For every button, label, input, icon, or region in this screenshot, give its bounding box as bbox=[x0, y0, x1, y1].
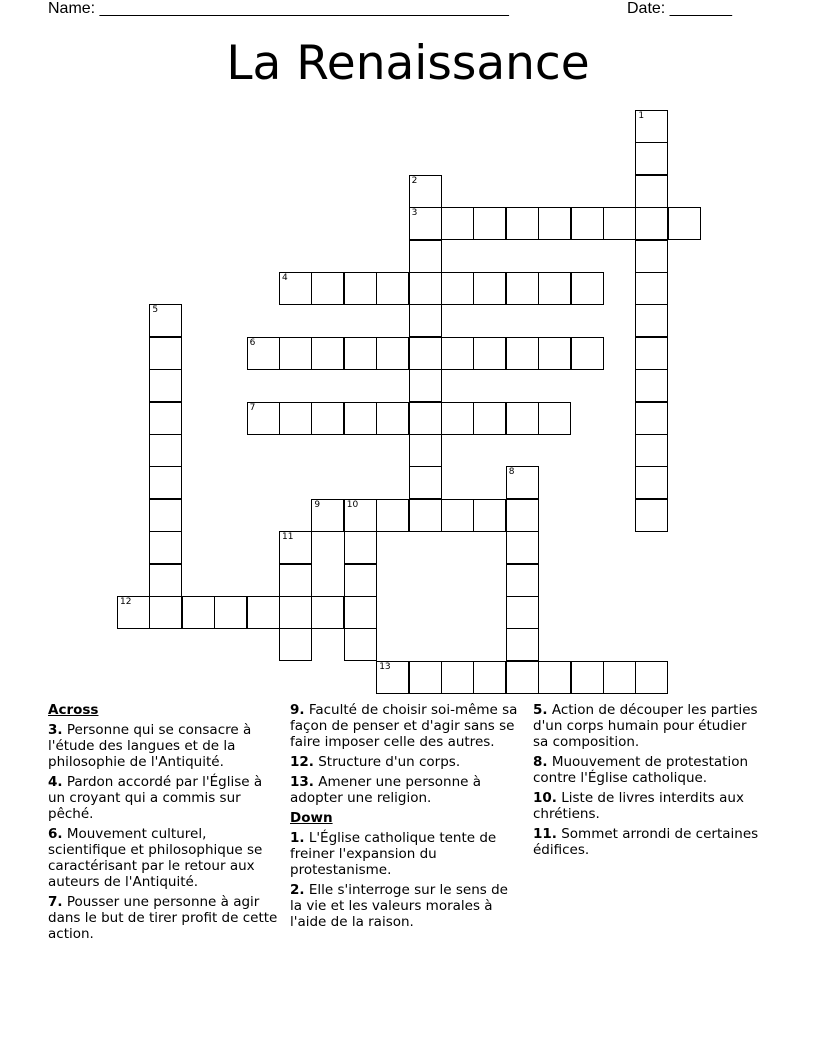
clue-down-10: 10. Liste de livres interdits aux chrétiens. bbox=[533, 790, 744, 822]
grid-cell[interactable] bbox=[635, 207, 668, 240]
grid-cell[interactable] bbox=[376, 661, 409, 694]
grid-cell[interactable] bbox=[506, 207, 539, 240]
grid-cell[interactable] bbox=[441, 337, 474, 370]
grid-cell[interactable] bbox=[506, 466, 539, 499]
clue-number: 2 bbox=[411, 175, 418, 186]
grid-cell[interactable] bbox=[473, 337, 506, 370]
grid-cell[interactable] bbox=[441, 207, 474, 240]
grid-cell[interactable] bbox=[279, 596, 312, 629]
clue-down-5: 5. Action de découper les parties d'un corps humain pour étudier sa composition. bbox=[533, 702, 758, 750]
grid-cell[interactable] bbox=[635, 304, 668, 337]
grid-cell[interactable] bbox=[473, 499, 506, 532]
grid-cell[interactable] bbox=[279, 402, 312, 435]
clue-number: 3 bbox=[411, 208, 418, 219]
clue-across-4: 4. Pardon accordé par l'Église à un croyant qui a commis sur pêché. bbox=[48, 774, 263, 822]
grid-cell[interactable] bbox=[506, 337, 539, 370]
grid-cell[interactable] bbox=[344, 596, 377, 629]
grid-cell[interactable] bbox=[506, 531, 539, 564]
grid-cell[interactable] bbox=[149, 466, 182, 499]
grid-cell[interactable] bbox=[538, 661, 571, 694]
grid-cell[interactable] bbox=[344, 499, 377, 532]
grid-cell[interactable] bbox=[506, 564, 539, 597]
grid-cell[interactable] bbox=[635, 369, 668, 402]
grid-cell[interactable] bbox=[214, 596, 247, 629]
clue-number: 6 bbox=[249, 337, 256, 348]
grid-cell[interactable] bbox=[247, 402, 280, 435]
grid-cell[interactable] bbox=[311, 402, 344, 435]
clue-across-12: 12. Structure d'un corps. bbox=[290, 754, 461, 770]
grid-cell[interactable] bbox=[538, 207, 571, 240]
grid-cell[interactable] bbox=[409, 369, 442, 402]
grid-cell[interactable] bbox=[311, 596, 344, 629]
grid-cell[interactable] bbox=[635, 142, 668, 175]
grid-cell[interactable] bbox=[409, 207, 442, 240]
grid-cell[interactable] bbox=[149, 337, 182, 370]
grid-cell[interactable] bbox=[473, 661, 506, 694]
grid-cell[interactable] bbox=[409, 434, 442, 467]
grid-cell[interactable] bbox=[473, 402, 506, 435]
grid-cell[interactable] bbox=[441, 402, 474, 435]
clue-number: 10 bbox=[346, 499, 359, 510]
clue-across-7: 7. Pousser une personne à agir dans le but de tirer profit de cette action. bbox=[48, 894, 278, 942]
grid-cell[interactable] bbox=[635, 499, 668, 532]
clue-down-11: 11. Sommet arrondi de certaines édifices. bbox=[533, 826, 759, 858]
grid-cell[interactable] bbox=[538, 337, 571, 370]
grid-cell[interactable] bbox=[635, 661, 668, 694]
clue-number: 12 bbox=[120, 597, 132, 607]
grid-cell[interactable] bbox=[149, 596, 182, 629]
grid-cell[interactable] bbox=[635, 434, 668, 467]
grid-cell[interactable] bbox=[409, 499, 442, 532]
grid-cell[interactable] bbox=[441, 272, 474, 305]
grid-cell[interactable] bbox=[506, 499, 539, 532]
grid-cell[interactable] bbox=[571, 661, 604, 694]
grid-cell[interactable] bbox=[538, 272, 571, 305]
grid-cell[interactable] bbox=[538, 402, 571, 435]
clue-across-9: 9. Faculté de choisir soi-même sa façon de penser et d'agir sans se faire imposer celle des autres. bbox=[290, 702, 518, 750]
grid-cell[interactable] bbox=[635, 110, 668, 143]
grid-cell[interactable] bbox=[409, 466, 442, 499]
grid-cell[interactable] bbox=[635, 402, 668, 435]
clue-number: 11 bbox=[282, 532, 294, 543]
clue-down-1: 1. L'Église catholique tente de freiner l'expansion du protestanisme. bbox=[290, 830, 497, 878]
grid-cell[interactable] bbox=[635, 466, 668, 499]
grid-cell[interactable] bbox=[409, 304, 442, 337]
clue-across-6: 6. Mouvement culturel, scientifique et philosophique se caractérisant par le retour aux auteurs de l'Antiquité. bbox=[48, 826, 263, 890]
grid-cell[interactable] bbox=[344, 564, 377, 597]
grid-cell[interactable] bbox=[149, 369, 182, 402]
clue-down-2: 2. Elle s'interroge sur le sens de la vie et les valeurs morales à l'aide de la raison. bbox=[290, 882, 508, 930]
grid-cell[interactable] bbox=[571, 207, 604, 240]
clue-across-3: 3. Personne qui se consacre à l'étude des langues et de la philosophie de l'Antiquité. bbox=[48, 722, 252, 770]
grid-cell[interactable] bbox=[376, 402, 409, 435]
grid-cell[interactable] bbox=[603, 207, 636, 240]
grid-cell[interactable] bbox=[571, 272, 604, 305]
grid-cell[interactable] bbox=[149, 531, 182, 564]
grid-cell[interactable] bbox=[149, 434, 182, 467]
grid-cell[interactable] bbox=[376, 337, 409, 370]
grid-cell[interactable] bbox=[311, 499, 344, 532]
grid-cell[interactable] bbox=[182, 596, 215, 629]
grid-cell[interactable] bbox=[409, 240, 442, 273]
grid-cell[interactable] bbox=[571, 337, 604, 370]
grid-cell[interactable] bbox=[473, 272, 506, 305]
grid-cell[interactable] bbox=[311, 272, 344, 305]
grid-cell[interactable] bbox=[409, 661, 442, 694]
clue-across-13: 13. Amener une personne à adopter une religion. bbox=[290, 774, 482, 806]
grid-cell[interactable] bbox=[279, 272, 312, 305]
grid-cell[interactable] bbox=[344, 272, 377, 305]
grid-cell[interactable] bbox=[279, 564, 312, 597]
grid-cell[interactable] bbox=[668, 207, 701, 240]
page-title: La Renaissance bbox=[226, 36, 590, 91]
grid-cell[interactable] bbox=[506, 272, 539, 305]
grid-cell[interactable] bbox=[506, 628, 539, 661]
grid-cell[interactable] bbox=[409, 337, 442, 370]
grid-cell[interactable] bbox=[279, 628, 312, 661]
clues-column-3 bbox=[533, 702, 763, 862]
grid-cell[interactable] bbox=[279, 531, 312, 564]
date-field[interactable]: Date: _______ bbox=[627, 0, 732, 17]
grid-cell[interactable] bbox=[635, 240, 668, 273]
grid-cell[interactable] bbox=[376, 272, 409, 305]
clue-number: 4 bbox=[282, 273, 288, 283]
grid-cell[interactable] bbox=[603, 661, 636, 694]
name-field[interactable]: Name: ______________________________________________ bbox=[48, 0, 509, 17]
across-heading: Across bbox=[48, 702, 99, 718]
grid-cell[interactable] bbox=[344, 402, 377, 435]
grid-cell[interactable] bbox=[247, 337, 280, 370]
clue-number: 7 bbox=[249, 402, 256, 413]
grid-cell[interactable] bbox=[149, 499, 182, 532]
grid-cell[interactable] bbox=[409, 272, 442, 305]
grid-cell[interactable] bbox=[149, 304, 182, 337]
grid-cell[interactable] bbox=[409, 402, 442, 435]
grid-cell[interactable] bbox=[149, 402, 182, 435]
grid-cell[interactable] bbox=[635, 272, 668, 305]
grid-cell[interactable] bbox=[247, 596, 280, 629]
grid-cell[interactable] bbox=[311, 337, 344, 370]
grid-cell[interactable] bbox=[506, 402, 539, 435]
grid-cell[interactable] bbox=[279, 337, 312, 370]
clues-column-2 bbox=[290, 702, 520, 934]
grid-cell[interactable] bbox=[506, 596, 539, 629]
clue-number: 9 bbox=[314, 499, 321, 510]
grid-cell[interactable] bbox=[344, 628, 377, 661]
clue-down-8: 8. Muouvement de protestation contre l'Église catholique. bbox=[533, 754, 749, 786]
grid-cell[interactable] bbox=[344, 531, 377, 564]
grid-cell[interactable] bbox=[117, 596, 150, 629]
grid-cell[interactable] bbox=[441, 499, 474, 532]
clue-number: 5 bbox=[152, 305, 159, 316]
grid-cell[interactable] bbox=[635, 175, 668, 208]
grid-cell[interactable] bbox=[376, 499, 409, 532]
clue-number: 1 bbox=[638, 111, 645, 121]
clue-number: 13 bbox=[379, 661, 391, 672]
grid-cell[interactable] bbox=[506, 661, 539, 694]
clues-column-1 bbox=[48, 702, 278, 946]
grid-cell[interactable] bbox=[344, 337, 377, 370]
grid-cell[interactable] bbox=[635, 337, 668, 370]
down-heading: Down bbox=[290, 810, 333, 826]
grid-cell[interactable] bbox=[441, 661, 474, 694]
grid-cell[interactable] bbox=[149, 564, 182, 597]
grid-cell[interactable] bbox=[409, 175, 442, 208]
clue-number: 8 bbox=[508, 467, 515, 478]
grid-cell[interactable] bbox=[473, 207, 506, 240]
